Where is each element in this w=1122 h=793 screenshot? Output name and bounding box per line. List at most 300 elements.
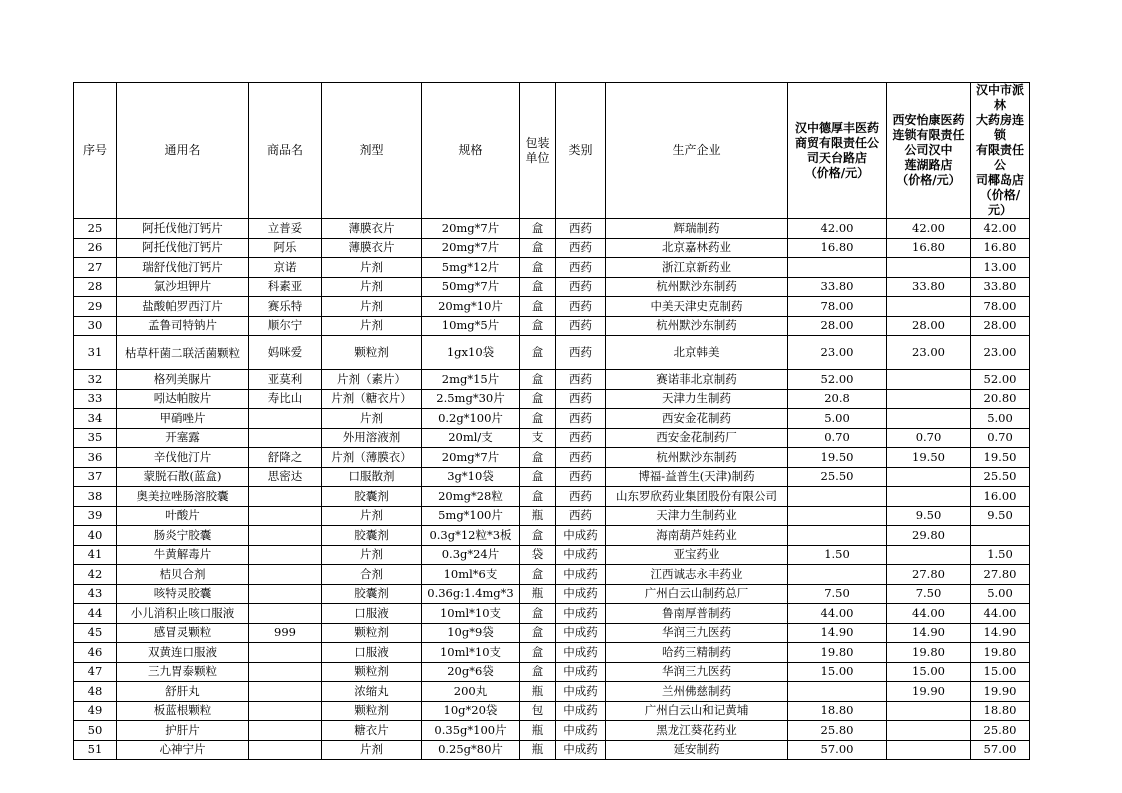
- cell-price-store-1: [788, 506, 887, 526]
- cell-package-unit: 支: [520, 428, 556, 448]
- cell-spec: 5mg*12片: [422, 258, 520, 278]
- cell-price-store-1: [788, 526, 887, 546]
- cell-dosage-form: 薄膜衣片: [322, 219, 422, 239]
- cell-brand-name: [249, 565, 322, 585]
- cell-index: 25: [74, 219, 117, 239]
- cell-price-store-3: 42.00: [971, 219, 1030, 239]
- cell-index: 30: [74, 316, 117, 336]
- cell-manufacturer: 华润三九医药: [606, 623, 788, 643]
- col-header-dosage-form: 剂型: [322, 83, 422, 219]
- cell-spec: 20mg*7片: [422, 238, 520, 258]
- cell-price-store-3: 14.90: [971, 623, 1030, 643]
- cell-price-store-1: [788, 565, 887, 585]
- header-row: [74, 83, 1030, 219]
- cell-dosage-form: 片剂（薄膜衣）: [322, 448, 422, 468]
- cell-generic-name: 甲硝唑片: [117, 409, 249, 429]
- cell-brand-name: [249, 409, 322, 429]
- cell-brand-name: 阿乐: [249, 238, 322, 258]
- cell-price-store-2: [887, 740, 971, 760]
- table-row: [74, 448, 1030, 468]
- cell-spec: 20mg*10片: [422, 297, 520, 317]
- cell-spec: 20mg*7片: [422, 448, 520, 468]
- cell-package-unit: 瓶: [520, 584, 556, 604]
- cell-index: 26: [74, 238, 117, 258]
- cell-spec: 20mg*7片: [422, 219, 520, 239]
- cell-manufacturer: 北京嘉林药业: [606, 238, 788, 258]
- cell-index: 31: [74, 336, 117, 370]
- cell-dosage-form: 胶囊剂: [322, 584, 422, 604]
- cell-brand-name: 999: [249, 623, 322, 643]
- cell-package-unit: 盒: [520, 643, 556, 663]
- col-header-store-1: [788, 83, 887, 219]
- cell-price-store-1: 16.80: [788, 238, 887, 258]
- cell-spec: 10ml*6支: [422, 565, 520, 585]
- cell-manufacturer: 广州白云山制药总厂: [606, 584, 788, 604]
- cell-price-store-1: 5.00: [788, 409, 887, 429]
- cell-spec: 0.36g:1.4mg*3: [422, 584, 520, 604]
- cell-generic-name: 叶酸片: [117, 506, 249, 526]
- col-header-index: 序号: [74, 83, 117, 219]
- cell-manufacturer: 西安金花制药: [606, 409, 788, 429]
- cell-price-store-2: 15.00: [887, 662, 971, 682]
- cell-category: 西药: [556, 487, 606, 507]
- cell-index: 45: [74, 623, 117, 643]
- cell-manufacturer: 中美天津史克制药: [606, 297, 788, 317]
- cell-index: 28: [74, 277, 117, 297]
- table-row: [74, 740, 1030, 760]
- cell-manufacturer: 天津力生制药: [606, 389, 788, 409]
- cell-spec: 0.35g*100片: [422, 721, 520, 741]
- header-line: 西安怡康医药: [892, 113, 965, 127]
- cell-category: 中成药: [556, 584, 606, 604]
- cell-dosage-form: 口服液: [322, 604, 422, 624]
- header-line: 汉中市派林: [975, 83, 1024, 112]
- cell-price-store-3: 19.50: [971, 448, 1030, 468]
- cell-index: 34: [74, 409, 117, 429]
- cell-price-store-3: 20.80: [971, 389, 1030, 409]
- cell-category: 西药: [556, 336, 606, 370]
- cell-manufacturer: 鲁南厚普制药: [606, 604, 788, 624]
- cell-dosage-form: 片剂: [322, 316, 422, 336]
- cell-price-store-1: 18.80: [788, 701, 887, 721]
- cell-spec: 10ml*10支: [422, 643, 520, 663]
- cell-generic-name: 阿托伐他汀钙片: [117, 238, 249, 258]
- cell-package-unit: 袋: [520, 545, 556, 565]
- cell-index: 27: [74, 258, 117, 278]
- cell-generic-name: 阿托伐他汀钙片: [117, 219, 249, 239]
- cell-package-unit: 盒: [520, 604, 556, 624]
- cell-dosage-form: 片剂: [322, 277, 422, 297]
- price-table: [73, 82, 1030, 760]
- cell-dosage-form: 片剂: [322, 409, 422, 429]
- cell-category: 西药: [556, 316, 606, 336]
- header-line: 单位: [525, 150, 550, 165]
- cell-manufacturer: 海南葫芦娃药业: [606, 526, 788, 546]
- cell-package-unit: 瓶: [520, 506, 556, 526]
- cell-package-unit: 盒: [520, 336, 556, 370]
- cell-manufacturer: 杭州默沙东制药: [606, 316, 788, 336]
- table-row: [74, 565, 1030, 585]
- cell-brand-name: 妈咪爱: [249, 336, 322, 370]
- cell-category: 西药: [556, 277, 606, 297]
- cell-price-store-2: 33.80: [887, 277, 971, 297]
- cell-category: 西药: [556, 370, 606, 390]
- table-row: [74, 662, 1030, 682]
- cell-category: 中成药: [556, 526, 606, 546]
- cell-dosage-form: 片剂: [322, 740, 422, 760]
- cell-index: 47: [74, 662, 117, 682]
- table-row: [74, 238, 1030, 258]
- cell-manufacturer: 华润三九医药: [606, 662, 788, 682]
- cell-generic-name: 吲达帕胺片: [117, 389, 249, 409]
- col-header-package-unit: [520, 83, 556, 219]
- table-row: [74, 643, 1030, 663]
- cell-package-unit: 盒: [520, 623, 556, 643]
- cell-package-unit: 盒: [520, 467, 556, 487]
- cell-manufacturer: 辉瑞制药: [606, 219, 788, 239]
- cell-package-unit: 盒: [520, 258, 556, 278]
- cell-price-store-3: 57.00: [971, 740, 1030, 760]
- header-line: （价格/元）: [804, 165, 870, 180]
- cell-price-store-2: [887, 258, 971, 278]
- cell-brand-name: 立普妥: [249, 219, 322, 239]
- cell-spec: 0.3g*12粒*3板: [422, 526, 520, 546]
- cell-package-unit: 瓶: [520, 682, 556, 702]
- cell-price-store-1: [788, 487, 887, 507]
- cell-generic-name: 蒙脱石散(蓝盒): [117, 467, 249, 487]
- table-row: [74, 623, 1030, 643]
- table-row: [74, 467, 1030, 487]
- header-line: 有限责任公: [975, 143, 1024, 172]
- cell-price-store-2: [887, 370, 971, 390]
- cell-manufacturer: 黑龙江葵花药业: [606, 721, 788, 741]
- cell-price-store-3: 52.00: [971, 370, 1030, 390]
- cell-price-store-2: 16.80: [887, 238, 971, 258]
- cell-index: 49: [74, 701, 117, 721]
- cell-spec: 0.3g*24片: [422, 545, 520, 565]
- cell-brand-name: [249, 604, 322, 624]
- cell-package-unit: 盒: [520, 389, 556, 409]
- cell-index: 51: [74, 740, 117, 760]
- cell-brand-name: 舒降之: [249, 448, 322, 468]
- cell-generic-name: 盐酸帕罗西汀片: [117, 297, 249, 317]
- cell-category: 中成药: [556, 643, 606, 663]
- cell-index: 46: [74, 643, 117, 663]
- cell-price-store-3: 13.00: [971, 258, 1030, 278]
- cell-index: 32: [74, 370, 117, 390]
- cell-price-store-3: 78.00: [971, 297, 1030, 317]
- cell-price-store-2: 29.80: [887, 526, 971, 546]
- cell-spec: 1gx10袋: [422, 336, 520, 370]
- cell-package-unit: 盒: [520, 219, 556, 239]
- cell-dosage-form: 片剂: [322, 506, 422, 526]
- cell-spec: 10ml*10支: [422, 604, 520, 624]
- cell-price-store-3: 33.80: [971, 277, 1030, 297]
- header-line: 汉中德厚丰医药: [794, 120, 879, 135]
- cell-brand-name: 京诺: [249, 258, 322, 278]
- cell-spec: 5mg*100片: [422, 506, 520, 526]
- cell-price-store-1: 14.90: [788, 623, 887, 643]
- table-row: [74, 604, 1030, 624]
- cell-brand-name: [249, 701, 322, 721]
- cell-index: 48: [74, 682, 117, 702]
- cell-price-store-3: 9.50: [971, 506, 1030, 526]
- cell-package-unit: 盒: [520, 487, 556, 507]
- cell-brand-name: 亚莫利: [249, 370, 322, 390]
- cell-index: 44: [74, 604, 117, 624]
- header-line: 司天台路店: [806, 150, 867, 165]
- table-row: [74, 487, 1030, 507]
- table-row: [74, 389, 1030, 409]
- cell-price-store-3: 19.90: [971, 682, 1030, 702]
- cell-generic-name: 三九胃泰颗粒: [117, 662, 249, 682]
- header-line: （价格/元）: [979, 188, 1021, 217]
- cell-manufacturer: 延安制药: [606, 740, 788, 760]
- cell-brand-name: 科素亚: [249, 277, 322, 297]
- cell-brand-name: [249, 526, 322, 546]
- cell-dosage-form: 浓缩丸: [322, 682, 422, 702]
- cell-generic-name: 格列美脲片: [117, 370, 249, 390]
- cell-price-store-2: [887, 467, 971, 487]
- cell-spec: 20ml/支: [422, 428, 520, 448]
- cell-price-store-2: 19.80: [887, 643, 971, 663]
- cell-price-store-2: [887, 297, 971, 317]
- cell-brand-name: [249, 740, 322, 760]
- cell-price-store-3: 28.00: [971, 316, 1030, 336]
- header-line: （价格/元）: [896, 173, 961, 187]
- cell-category: 西药: [556, 506, 606, 526]
- cell-brand-name: [249, 487, 322, 507]
- cell-dosage-form: 片剂（糖衣片）: [322, 389, 422, 409]
- table-row: [74, 336, 1030, 370]
- cell-package-unit: 瓶: [520, 721, 556, 741]
- table-row: [74, 297, 1030, 317]
- cell-price-store-1: 15.00: [788, 662, 887, 682]
- table-row: [74, 428, 1030, 448]
- cell-price-store-2: 9.50: [887, 506, 971, 526]
- cell-price-store-1: 23.00: [788, 336, 887, 370]
- cell-brand-name: [249, 545, 322, 565]
- cell-index: 42: [74, 565, 117, 585]
- cell-price-store-3: [971, 526, 1030, 546]
- cell-brand-name: 寿比山: [249, 389, 322, 409]
- cell-price-store-1: 0.70: [788, 428, 887, 448]
- cell-dosage-form: 片剂（素片）: [322, 370, 422, 390]
- col-header-store-3: [971, 83, 1030, 219]
- cell-dosage-form: 胶囊剂: [322, 526, 422, 546]
- header-line: 大药房连锁: [975, 113, 1024, 142]
- header-line: 莲湖路店: [904, 158, 953, 172]
- table-row: [74, 277, 1030, 297]
- cell-spec: 20g*6袋: [422, 662, 520, 682]
- cell-index: 38: [74, 487, 117, 507]
- cell-package-unit: 盒: [520, 277, 556, 297]
- cell-generic-name: 感冒灵颗粒: [117, 623, 249, 643]
- cell-generic-name: 奥美拉唑肠溶胶囊: [117, 487, 249, 507]
- cell-generic-name: 开塞露: [117, 428, 249, 448]
- cell-generic-name: 孟鲁司特钠片: [117, 316, 249, 336]
- cell-manufacturer: 赛诺菲北京制药: [606, 370, 788, 390]
- cell-brand-name: [249, 682, 322, 702]
- cell-manufacturer: 山东罗欣药业集团股份有限公司: [606, 487, 788, 507]
- cell-price-store-2: [887, 721, 971, 741]
- cell-price-store-2: 0.70: [887, 428, 971, 448]
- cell-price-store-3: 44.00: [971, 604, 1030, 624]
- cell-category: 中成药: [556, 662, 606, 682]
- cell-manufacturer: 西安金花制药厂: [606, 428, 788, 448]
- cell-spec: 10mg*5片: [422, 316, 520, 336]
- cell-generic-name: 双黄连口服液: [117, 643, 249, 663]
- cell-category: 中成药: [556, 565, 606, 585]
- cell-price-store-3: 0.70: [971, 428, 1030, 448]
- cell-spec: 0.25g*80片: [422, 740, 520, 760]
- cell-generic-name: 护肝片: [117, 721, 249, 741]
- cell-index: 41: [74, 545, 117, 565]
- cell-generic-name: 桔贝合剂: [117, 565, 249, 585]
- cell-price-store-3: 25.50: [971, 467, 1030, 487]
- table-row: [74, 409, 1030, 429]
- cell-price-store-1: [788, 682, 887, 702]
- cell-manufacturer: 北京韩美: [606, 336, 788, 370]
- cell-package-unit: 盒: [520, 409, 556, 429]
- cell-manufacturer: 杭州默沙东制药: [606, 277, 788, 297]
- table-row: [74, 258, 1030, 278]
- cell-category: 中成药: [556, 623, 606, 643]
- cell-price-store-2: 7.50: [887, 584, 971, 604]
- table-row: [74, 506, 1030, 526]
- cell-price-store-2: [887, 409, 971, 429]
- cell-price-store-2: 19.90: [887, 682, 971, 702]
- cell-category: 西药: [556, 448, 606, 468]
- cell-spec: 50mg*7片: [422, 277, 520, 297]
- cell-brand-name: [249, 584, 322, 604]
- cell-package-unit: 瓶: [520, 740, 556, 760]
- cell-price-store-1: 25.80: [788, 721, 887, 741]
- cell-index: 37: [74, 467, 117, 487]
- cell-price-store-3: 5.00: [971, 409, 1030, 429]
- cell-price-store-1: 52.00: [788, 370, 887, 390]
- cell-generic-name: 心神宁片: [117, 740, 249, 760]
- cell-brand-name: [249, 428, 322, 448]
- cell-price-store-3: 1.50: [971, 545, 1030, 565]
- cell-dosage-form: 口服液: [322, 643, 422, 663]
- cell-package-unit: 盒: [520, 316, 556, 336]
- cell-price-store-3: 15.00: [971, 662, 1030, 682]
- cell-price-store-1: [788, 258, 887, 278]
- cell-category: 中成药: [556, 740, 606, 760]
- cell-index: 35: [74, 428, 117, 448]
- table-row: [74, 584, 1030, 604]
- cell-manufacturer: 亚宝药业: [606, 545, 788, 565]
- cell-dosage-form: 外用溶液剂: [322, 428, 422, 448]
- cell-price-store-1: 19.50: [788, 448, 887, 468]
- cell-generic-name: 小儿消积止咳口服液: [117, 604, 249, 624]
- cell-generic-name: 氯沙坦钾片: [117, 277, 249, 297]
- cell-generic-name: 舒肝丸: [117, 682, 249, 702]
- cell-category: 中成药: [556, 545, 606, 565]
- cell-dosage-form: 片剂: [322, 545, 422, 565]
- cell-price-store-1: 20.8: [788, 389, 887, 409]
- cell-brand-name: [249, 643, 322, 663]
- cell-price-store-3: 19.80: [971, 643, 1030, 663]
- cell-manufacturer: 兰州佛慈制药: [606, 682, 788, 702]
- cell-price-store-3: 16.00: [971, 487, 1030, 507]
- cell-price-store-2: [887, 389, 971, 409]
- table-row: [74, 526, 1030, 546]
- col-header-manufacturer: 生产企业: [606, 83, 788, 219]
- cell-price-store-1: 33.80: [788, 277, 887, 297]
- cell-manufacturer: 哈药三精制药: [606, 643, 788, 663]
- cell-manufacturer: 天津力生制药业: [606, 506, 788, 526]
- cell-index: 33: [74, 389, 117, 409]
- cell-spec: 20mg*28粒: [422, 487, 520, 507]
- table-row: [74, 545, 1030, 565]
- cell-category: 中成药: [556, 701, 606, 721]
- cell-price-store-2: 44.00: [887, 604, 971, 624]
- cell-spec: 10g*20袋: [422, 701, 520, 721]
- cell-price-store-2: [887, 487, 971, 507]
- cell-price-store-3: 5.00: [971, 584, 1030, 604]
- cell-manufacturer: 博福-益普生(天津)制药: [606, 467, 788, 487]
- col-header-brand-name: 商品名: [249, 83, 322, 219]
- cell-category: 西药: [556, 389, 606, 409]
- cell-price-store-1: 19.80: [788, 643, 887, 663]
- cell-package-unit: 盒: [520, 238, 556, 258]
- cell-category: 西药: [556, 428, 606, 448]
- cell-generic-name: 瑞舒伐他汀钙片: [117, 258, 249, 278]
- cell-brand-name: 赛乐特: [249, 297, 322, 317]
- cell-price-store-1: 1.50: [788, 545, 887, 565]
- cell-brand-name: [249, 662, 322, 682]
- cell-category: 西药: [556, 238, 606, 258]
- cell-price-store-3: 27.80: [971, 565, 1030, 585]
- cell-price-store-1: 25.50: [788, 467, 887, 487]
- col-header-generic-name: 通用名: [117, 83, 249, 219]
- table-row: [74, 701, 1030, 721]
- cell-price-store-2: 19.50: [887, 448, 971, 468]
- table-row: [74, 721, 1030, 741]
- cell-price-store-2: 27.80: [887, 565, 971, 585]
- cell-package-unit: 盒: [520, 448, 556, 468]
- cell-spec: 0.2g*100片: [422, 409, 520, 429]
- cell-spec: 200丸: [422, 682, 520, 702]
- cell-dosage-form: 片剂: [322, 258, 422, 278]
- cell-category: 中成药: [556, 721, 606, 741]
- header-line: 司椰岛店: [975, 173, 1024, 187]
- cell-category: 中成药: [556, 682, 606, 702]
- cell-generic-name: 辛伐他汀片: [117, 448, 249, 468]
- header-line: 公司汉中: [904, 143, 953, 157]
- cell-index: 39: [74, 506, 117, 526]
- cell-spec: 2mg*15片: [422, 370, 520, 390]
- cell-generic-name: 咳特灵胶囊: [117, 584, 249, 604]
- cell-brand-name: [249, 721, 322, 741]
- table-row: [74, 316, 1030, 336]
- table-row: [74, 219, 1030, 239]
- cell-package-unit: 盒: [520, 526, 556, 546]
- cell-price-store-1: 42.00: [788, 219, 887, 239]
- cell-dosage-form: 薄膜衣片: [322, 238, 422, 258]
- col-header-store-2: [887, 83, 971, 219]
- cell-dosage-form: 胶囊剂: [322, 487, 422, 507]
- cell-dosage-form: 颗粒剂: [322, 336, 422, 370]
- table-body: [74, 219, 1030, 760]
- cell-index: 43: [74, 584, 117, 604]
- cell-spec: 3g*10袋: [422, 467, 520, 487]
- cell-price-store-2: [887, 545, 971, 565]
- header-line: 包装: [525, 135, 550, 150]
- table-row: [74, 370, 1030, 390]
